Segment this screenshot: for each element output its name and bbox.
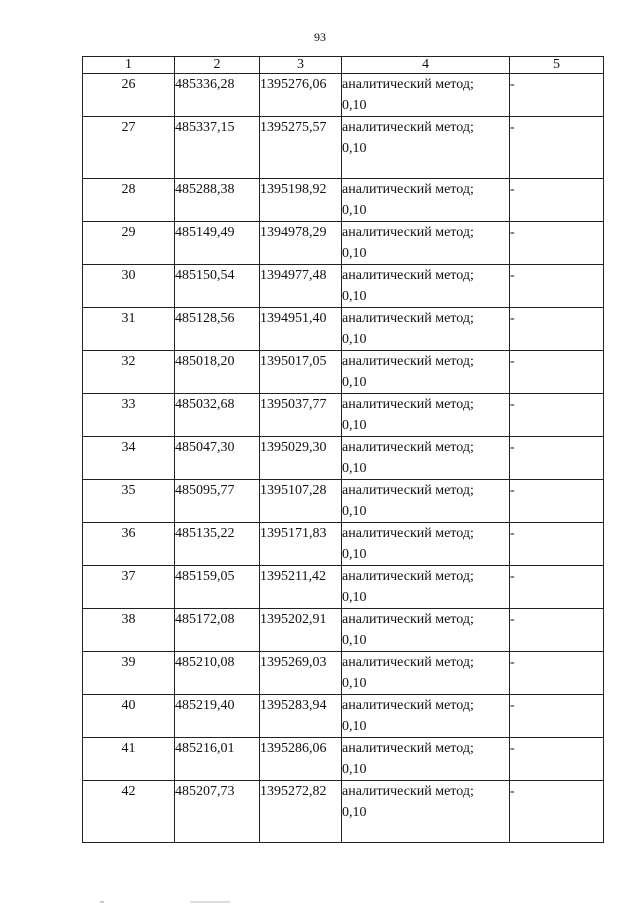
- table-row: [83, 179, 604, 222]
- method-text: аналитический метод;: [342, 526, 474, 541]
- accuracy-value: 0,10: [342, 246, 367, 261]
- method-cell: [342, 738, 510, 781]
- method-text: аналитический метод;: [342, 225, 474, 240]
- point-number: 39: [83, 652, 175, 695]
- method-text: аналитический метод;: [342, 354, 474, 369]
- coordinates-table: [82, 56, 604, 843]
- method-text: аналитический метод;: [342, 784, 474, 799]
- x-coordinate: 485135,22: [175, 523, 260, 566]
- point-number: 36: [83, 523, 175, 566]
- x-coordinate: 485150,54: [175, 265, 260, 308]
- table-row: [83, 351, 604, 394]
- note-cell: -: [510, 652, 604, 695]
- x-coordinate: 485128,56: [175, 308, 260, 351]
- note-cell: -: [510, 609, 604, 652]
- point-number: 41: [83, 738, 175, 781]
- y-coordinate: 1395211,42: [260, 566, 342, 609]
- method-text: аналитический метод;: [342, 569, 474, 584]
- page-number: 93: [314, 30, 326, 44]
- table-row: [83, 117, 604, 179]
- accuracy-value: 0,10: [342, 805, 367, 820]
- method-cell: [342, 609, 510, 652]
- column-header-1: 1: [83, 57, 175, 74]
- y-coordinate: 1395198,92: [260, 179, 342, 222]
- table-header-row: [83, 57, 604, 74]
- table-row: [83, 437, 604, 480]
- point-number: 26: [83, 74, 175, 117]
- method-cell: [342, 781, 510, 843]
- point-number: 34: [83, 437, 175, 480]
- y-coordinate: 1395017,05: [260, 351, 342, 394]
- column-header-3: 3: [260, 57, 342, 74]
- method-text: аналитический метод;: [342, 483, 474, 498]
- accuracy-value: 0,10: [342, 461, 367, 476]
- table-row: [83, 695, 604, 738]
- accuracy-value: 0,10: [342, 418, 367, 433]
- point-number: 40: [83, 695, 175, 738]
- column-header-5: 5: [510, 57, 604, 74]
- table-row: [83, 394, 604, 437]
- method-cell: [342, 566, 510, 609]
- method-text: аналитический метод;: [342, 655, 474, 670]
- accuracy-value: 0,10: [342, 332, 367, 347]
- y-coordinate: 1395202,91: [260, 609, 342, 652]
- accuracy-value: 0,10: [342, 504, 367, 519]
- note-cell: -: [510, 179, 604, 222]
- point-number: 31: [83, 308, 175, 351]
- note-cell: -: [510, 222, 604, 265]
- point-number: 28: [83, 179, 175, 222]
- accuracy-value: 0,10: [342, 98, 367, 113]
- y-coordinate: 1394978,29: [260, 222, 342, 265]
- column-header-2: 2: [175, 57, 260, 74]
- table-row: [83, 652, 604, 695]
- table-row: [83, 566, 604, 609]
- note-cell: -: [510, 695, 604, 738]
- method-cell: [342, 523, 510, 566]
- accuracy-value: 0,10: [342, 289, 367, 304]
- point-number: 37: [83, 566, 175, 609]
- x-coordinate: 485172,08: [175, 609, 260, 652]
- table-row: [83, 738, 604, 781]
- x-coordinate: 485288,38: [175, 179, 260, 222]
- accuracy-value: 0,10: [342, 633, 367, 648]
- table-row: [83, 781, 604, 843]
- note-cell: -: [510, 308, 604, 351]
- method-cell: [342, 265, 510, 308]
- note-cell: -: [510, 523, 604, 566]
- y-coordinate: 1395275,57: [260, 117, 342, 179]
- point-number: 30: [83, 265, 175, 308]
- point-number: 35: [83, 480, 175, 523]
- note-cell: -: [510, 394, 604, 437]
- y-coordinate: 1395029,30: [260, 437, 342, 480]
- note-cell: -: [510, 566, 604, 609]
- faint-footer-marks: [0, 890, 640, 905]
- method-cell: [342, 308, 510, 351]
- x-coordinate: 485219,40: [175, 695, 260, 738]
- point-number: 38: [83, 609, 175, 652]
- accuracy-value: 0,10: [342, 762, 367, 777]
- method-text: аналитический метод;: [342, 698, 474, 713]
- y-coordinate: 1394951,40: [260, 308, 342, 351]
- note-cell: -: [510, 738, 604, 781]
- method-cell: [342, 480, 510, 523]
- accuracy-value: 0,10: [342, 203, 367, 218]
- point-number: 29: [83, 222, 175, 265]
- x-coordinate: 485032,68: [175, 394, 260, 437]
- y-coordinate: 1395269,03: [260, 652, 342, 695]
- x-coordinate: 485210,08: [175, 652, 260, 695]
- table-row: [83, 609, 604, 652]
- x-coordinate: 485337,15: [175, 117, 260, 179]
- y-coordinate: 1395276,06: [260, 74, 342, 117]
- y-coordinate: 1395283,94: [260, 695, 342, 738]
- method-cell: [342, 695, 510, 738]
- x-coordinate: 485149,49: [175, 222, 260, 265]
- accuracy-value: 0,10: [342, 141, 367, 156]
- table-row: [83, 308, 604, 351]
- x-coordinate: 485018,20: [175, 351, 260, 394]
- point-number: 27: [83, 117, 175, 179]
- method-text: аналитический метод;: [342, 612, 474, 627]
- accuracy-value: 0,10: [342, 676, 367, 691]
- point-number: 33: [83, 394, 175, 437]
- y-coordinate: 1395272,82: [260, 781, 342, 843]
- note-cell: -: [510, 480, 604, 523]
- method-cell: [342, 117, 510, 179]
- method-text: аналитический метод;: [342, 182, 474, 197]
- note-cell: -: [510, 351, 604, 394]
- accuracy-value: 0,10: [342, 719, 367, 734]
- method-text: аналитический метод;: [342, 440, 474, 455]
- accuracy-value: 0,10: [342, 375, 367, 390]
- point-number: 42: [83, 781, 175, 843]
- accuracy-value: 0,10: [342, 547, 367, 562]
- table-row: [83, 74, 604, 117]
- x-coordinate: 485207,73: [175, 781, 260, 843]
- table-row: [83, 480, 604, 523]
- method-cell: [342, 179, 510, 222]
- note-cell: -: [510, 437, 604, 480]
- method-cell: [342, 222, 510, 265]
- x-coordinate: 485336,28: [175, 74, 260, 117]
- method-text: аналитический метод;: [342, 120, 474, 135]
- x-coordinate: 485047,30: [175, 437, 260, 480]
- method-text: аналитический метод;: [342, 741, 474, 756]
- x-coordinate: 485216,01: [175, 738, 260, 781]
- method-text: аналитический метод;: [342, 311, 474, 326]
- note-cell: -: [510, 117, 604, 179]
- y-coordinate: 1395286,06: [260, 738, 342, 781]
- y-coordinate: 1395171,83: [260, 523, 342, 566]
- column-header-4: 4: [342, 57, 510, 74]
- table-row: [83, 523, 604, 566]
- y-coordinate: 1394977,48: [260, 265, 342, 308]
- method-cell: [342, 351, 510, 394]
- x-coordinate: 485159,05: [175, 566, 260, 609]
- point-number: 32: [83, 351, 175, 394]
- accuracy-value: 0,10: [342, 590, 367, 605]
- method-cell: [342, 74, 510, 117]
- method-text: аналитический метод;: [342, 397, 474, 412]
- method-text: аналитический метод;: [342, 268, 474, 283]
- method-cell: [342, 394, 510, 437]
- note-cell: -: [510, 74, 604, 117]
- table-row: [83, 265, 604, 308]
- note-cell: -: [510, 781, 604, 843]
- y-coordinate: 1395107,28: [260, 480, 342, 523]
- method-text: аналитический метод;: [342, 77, 474, 92]
- table-row: [83, 222, 604, 265]
- method-cell: [342, 437, 510, 480]
- method-cell: [342, 652, 510, 695]
- y-coordinate: 1395037,77: [260, 394, 342, 437]
- x-coordinate: 485095,77: [175, 480, 260, 523]
- note-cell: -: [510, 265, 604, 308]
